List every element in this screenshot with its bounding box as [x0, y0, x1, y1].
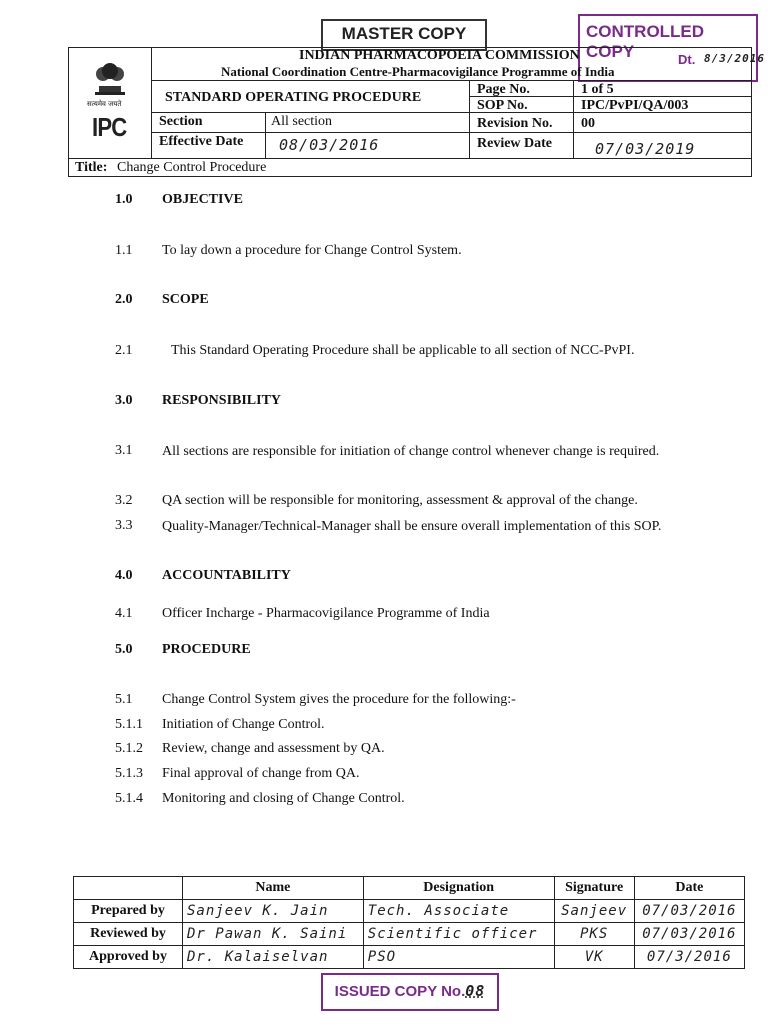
clause-number: 1.1 [115, 243, 133, 258]
role-cell: Approved by [74, 946, 183, 969]
clause-text: Monitoring and closing of Change Control. [162, 791, 405, 806]
table-header: Name [183, 877, 364, 900]
logo-cell [69, 48, 152, 158]
clause-text: Initiation of Change Control. [162, 717, 325, 732]
clause-number: 5.1.2 [115, 741, 143, 756]
revision-value: 00 [581, 116, 595, 131]
section-heading-scope: SCOPE [162, 292, 209, 307]
name-cell: Dr. Kalaiselvan [183, 946, 364, 969]
emblem-motto: सत्यमेव जयते [87, 100, 122, 108]
date-cell: 07/03/2016 [634, 900, 744, 923]
org-subtitle: National Coordination Centre-Pharmacovigilance Programme of India [221, 64, 615, 79]
table-row [74, 923, 745, 946]
clause-text: Officer Incharge - Pharmacovigilance Programme of India [162, 606, 490, 621]
master-copy-stamp: MASTER COPY [321, 19, 487, 51]
section-value: All section [271, 114, 333, 129]
controlled-copy-date-label: Dt. [678, 52, 696, 67]
name-cell: Sanjeev K. Jain [183, 900, 364, 923]
title-value: Change Control Procedure [117, 160, 267, 175]
title-label: Title: [75, 160, 108, 175]
signoff-table [73, 876, 745, 969]
clause-number: 3.1 [115, 443, 133, 458]
signature-cell: VK [554, 946, 634, 969]
table-header-row [74, 877, 745, 900]
table-header: Designation [363, 877, 554, 900]
clause-text: QA section will be responsible for monitoring, assessment & approval of the change. [162, 493, 638, 508]
date-cell: 07/03/2016 [634, 923, 744, 946]
clause-number: 3.2 [115, 493, 133, 508]
section-heading-objective: OBJECTIVE [162, 192, 243, 207]
org-name: INDIAN PHARMACOPOEIA COMMISSION [299, 48, 580, 63]
designation-cell: PSO [363, 946, 554, 969]
role-cell: Prepared by [74, 900, 183, 923]
section-number: 2.0 [115, 292, 133, 307]
issued-copy-label: ISSUED COPY No. [334, 983, 466, 1000]
table-header [74, 877, 183, 900]
clause-text: All sections are responsible for initiation of change control whenever change is required. [162, 444, 660, 459]
section-number: 1.0 [115, 192, 133, 207]
clause-text: This Standard Operating Procedure shall be applicable to all section of NCC-PvPI. [171, 343, 635, 358]
controlled-copy-label: CONTROLLED COPY [586, 22, 705, 61]
section-heading-procedure: PROCEDURE [162, 642, 251, 657]
section-heading-accountability: ACCOUNTABILITY [162, 568, 291, 583]
clause-number: 3.3 [115, 518, 133, 533]
clause-number: 4.1 [115, 606, 133, 621]
page-label: Page No. [477, 82, 530, 97]
section-number: 4.0 [115, 568, 133, 583]
review-date-label: Review Date [477, 136, 553, 151]
section-heading-responsibility: RESPONSIBILITY [162, 393, 282, 408]
signature-cell: Sanjeev [554, 900, 634, 923]
table-header: Signature [554, 877, 634, 900]
document-header [68, 47, 752, 177]
date-cell: 07/3/2016 [634, 946, 744, 969]
issued-copy-number: 08 [465, 982, 486, 1000]
effective-date-value: 08/03/2016 [279, 136, 380, 154]
clause-number: 5.1 [115, 692, 133, 707]
table-row [74, 900, 745, 923]
clause-number: 5.1.4 [115, 791, 143, 806]
clause-text: Quality-Manager/Technical-Manager shall be ensure overall implementation of this SOP. [162, 519, 662, 534]
clause-text: Change Control System gives the procedure for the following:- [162, 692, 516, 707]
doc-type: STANDARD OPERATING PROCEDURE [165, 90, 422, 105]
role-cell: Reviewed by [74, 923, 183, 946]
revision-label: Revision No. [477, 116, 553, 131]
clause-number: 2.1 [115, 343, 133, 358]
issued-copy-stamp [321, 973, 499, 1011]
name-cell: Dr Pawan K. Saini [183, 923, 364, 946]
designation-cell: Scientific officer [363, 923, 554, 946]
clause-number: 5.1.1 [115, 717, 143, 732]
section-number: 3.0 [115, 393, 133, 408]
section-label: Section [159, 114, 203, 129]
national-emblem-icon [85, 54, 135, 102]
section-number: 5.0 [115, 642, 133, 657]
ipc-logo: IPC [92, 112, 127, 142]
review-date-value: 07/03/2019 [595, 140, 696, 158]
clause-text: To lay down a procedure for Change Control System. [162, 243, 462, 258]
table-row [74, 946, 745, 969]
signature-cell: PKS [554, 923, 634, 946]
sop-label: SOP No. [477, 98, 528, 113]
clause-text: Final approval of change from QA. [162, 766, 360, 781]
page-value: 1 of 5 [581, 82, 614, 97]
designation-cell: Tech. Associate [363, 900, 554, 923]
clause-number: 5.1.3 [115, 766, 143, 781]
effective-date-label: Effective Date [159, 134, 244, 149]
controlled-copy-date: 8/3/2016 [704, 52, 765, 65]
clause-text: Review, change and assessment by QA. [162, 741, 385, 756]
table-header: Date [634, 877, 744, 900]
sop-value: IPC/PvPI/QA/003 [581, 98, 689, 113]
